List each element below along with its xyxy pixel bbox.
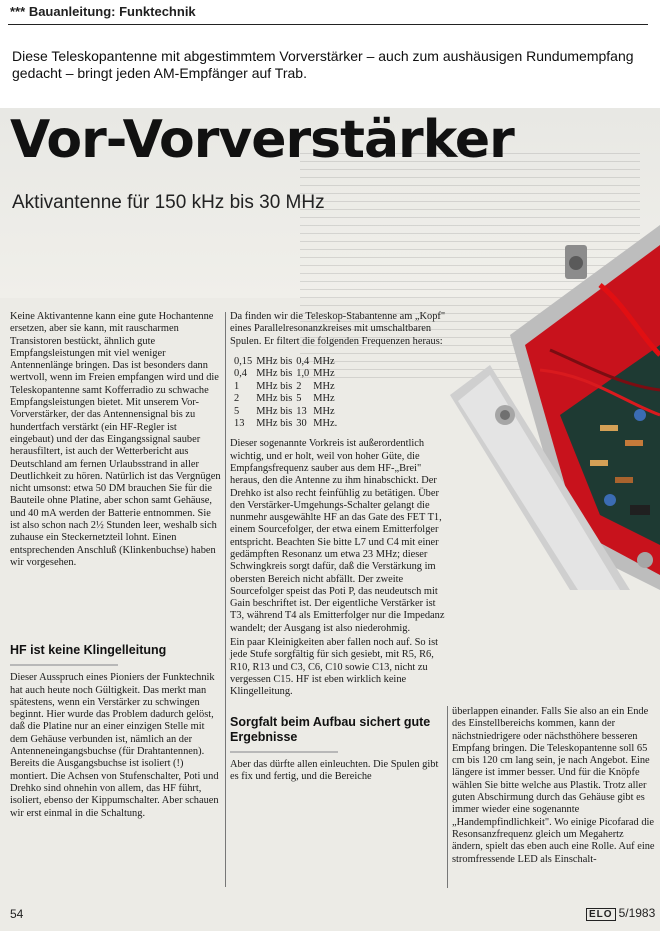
section-heading: HF ist keine Klingelleitung <box>10 643 167 658</box>
table-row: 5 MHz bis 13 MHz <box>234 405 335 417</box>
paragraph: Da finden wir die Teleskop-Stabantenne am „Kopf" eines Parallelresonanzkreises mit umschaltbaren Spulen. Er filtert die folgenden Frequenzen heraus: <box>230 311 446 347</box>
header-band <box>0 0 660 46</box>
antenna-photo <box>450 215 660 590</box>
article-column-3 <box>452 706 656 866</box>
magazine-logo: ELO <box>586 908 616 921</box>
column-divider-1 <box>225 312 226 887</box>
table-row: 2 MHz bis 5 MHz <box>234 393 335 405</box>
section-heading: Sorgfalt beim Aufbau sichert gute Ergebnisse <box>230 714 431 744</box>
article-column-1 <box>10 311 222 820</box>
paragraph: überlappen einander. Falls Sie also an ein Ende des Einstellbereichs kommen, kann der nächstniedrigere oder nächsthöhere besseren Empfang bringen. Die Teleskopantenne soll 65 cm bis 120 cm lang sein, je nach Angebot. Eine längere ist immer besser. Und für die Knöpfe wählen Sie bitte welche aus Plastik. Trotz aller guten Abschirmung durch das Gehäuse gibt es immer wieder eine sogenannte „Handempfindlichkeit". Wo einige Picofarad die Resonsanzfrequenz gleich um Megahertz ändern, spielt das eben auch eine Rolle. Auf eine stromfressende LED als Einschalt- <box>452 706 655 865</box>
table-row: 0,15 MHz bis 0,4 MHz <box>234 355 335 367</box>
intro-text: Diese Teleskopantenne mit abgestimmtem Vorverstärker – auch zum aushäusigen Rundumempfang gedacht – bringt jeden AM-Empfänger auf Trab. <box>12 48 634 81</box>
section-label: *** Bauanleitung: Funktechnik <box>10 4 196 19</box>
heading-underline <box>10 664 118 666</box>
paragraph: Dieser Ausspruch eines Pioniers der Funktechnik hat auch heute noch Gültigkeit. Das merkt man spätestens, wenn ein Verstärker zu schwingen beginnt. Hier wurde das Problem dadurch gelöst, daß die Platine nur an einer einzigen Stelle mit dem Gehäuse verbunden ist, nämlich an der Antenneneingangsbuchse (für Drahtantennen). Bereits die Ausgangsbuchse ist isoliert (!) montiert. Die Achsen von Stufenschalter, Poti und Drehko sind ohnehin von allem, das HF führt, isoliert, ebenso der Kippumschalter. Aber schauen wir erst einmal in die Schaltung. <box>10 672 219 819</box>
table-row: 13 MHz bis 30 MHz. <box>234 417 338 429</box>
table-row: 0,4 MHz bis 1,0 MHz <box>234 368 335 380</box>
heading-underline <box>230 751 338 753</box>
paragraph: Aber das dürfte allen einleuchten. Die Spulen gibt es fix und fertig, und die Bereiche <box>230 758 439 782</box>
paragraph: Dieser sogenannte Vorkreis ist außerordentlich wichtig, und er holt, weil von hoher Güte, die Empfangsfrequenz sauber aus dem HF-„Brei" heraus, den die Antenne zu ihm hinabschickt. Der Drehko ist also recht feinfühlig zu betätigen. Über den Verstärker-Umgehungs-Schalter gelangt die nunmehr ausgewählte HF an das Gate des FET T1, einem Sourcefolger, der etwa einem Emitterfolger entspricht. Beachten Sie bitte L7 und C4 mit einer gedämpften Resonanz um etwa 23 MHz; dieser Schwingkreis sorgt dafür, daß die Verstärkung im obersten Bereich nicht abfällt. Der zweite Sourcefolger speist das Poti P, das neudeutsch mit Gain beschriftet ist. Der eigentliche Verstärker ist T3, während T4 als Emitterfolger nur die Impedanz wandelt; der Ausgang ist also niederohmig. <box>230 438 445 634</box>
page-number: 54 <box>10 907 24 921</box>
circuit-board-illustration <box>450 215 660 590</box>
page-title: Vor-Vorverstärker <box>10 110 514 170</box>
magazine-issue <box>586 906 655 921</box>
paragraph: Ein paar Kleinigkeiten aber fallen noch auf. So ist jede Stufe sorgfältig für sich gesiebt, mit R5, R6, R10, R13 und C3, C6, C10 sowie C13, nicht zu vergessen C15. HF ist eben wirklich keine Klingelleitung. <box>230 637 439 698</box>
header-rule <box>8 24 648 25</box>
issue-number: 5/1983 <box>618 906 656 920</box>
frequency-table <box>234 356 341 430</box>
page-subtitle: Aktivantenne für 150 kHz bis 30 MHz <box>12 192 325 213</box>
table-row: 1 MHz bis 2 MHz <box>234 380 335 392</box>
paragraph: Keine Aktivantenne kann eine gute Hochantenne ersetzen, aber sie kann, mit rauscharmen Transistoren bestückt, ähnlich gute Empfangsleistungen mit viel weniger Antennenlänge bringen. Das ist besonders dann wertvoll, wenn im Freien empfangen wird und die Teleskopantenne samt Kofferradio zu schwache Empfangsleistungen bietet. Mit unserem Vor-Vorverstärker, der das Antennensignal bis zu hundertfach verstärkt (ein HF-Regler ist eingebaut) und der das Eingangssignal sauber herausfiltert, ist auch der Wetterbericht aus Deutschland am fernen Urlaubsstrand in aller Deutlichkeit zu hören. Natürlich ist das Vergnügen nicht umsonst: etwa 50 DM brauchen Sie für die Bauteile ohne Platine, aber schon samt Gehäuse, und 40 mA werden der Batterie entnommen. Sie ist also schon nach 2½ Stunden leer, weshalb sich zuhause ein Steckernetzteil lohnt. Einen entsprechenden Anschluß (Klinkenbuchse) haben wir vorgesehen. <box>10 311 221 568</box>
article-column-2 <box>230 311 448 783</box>
